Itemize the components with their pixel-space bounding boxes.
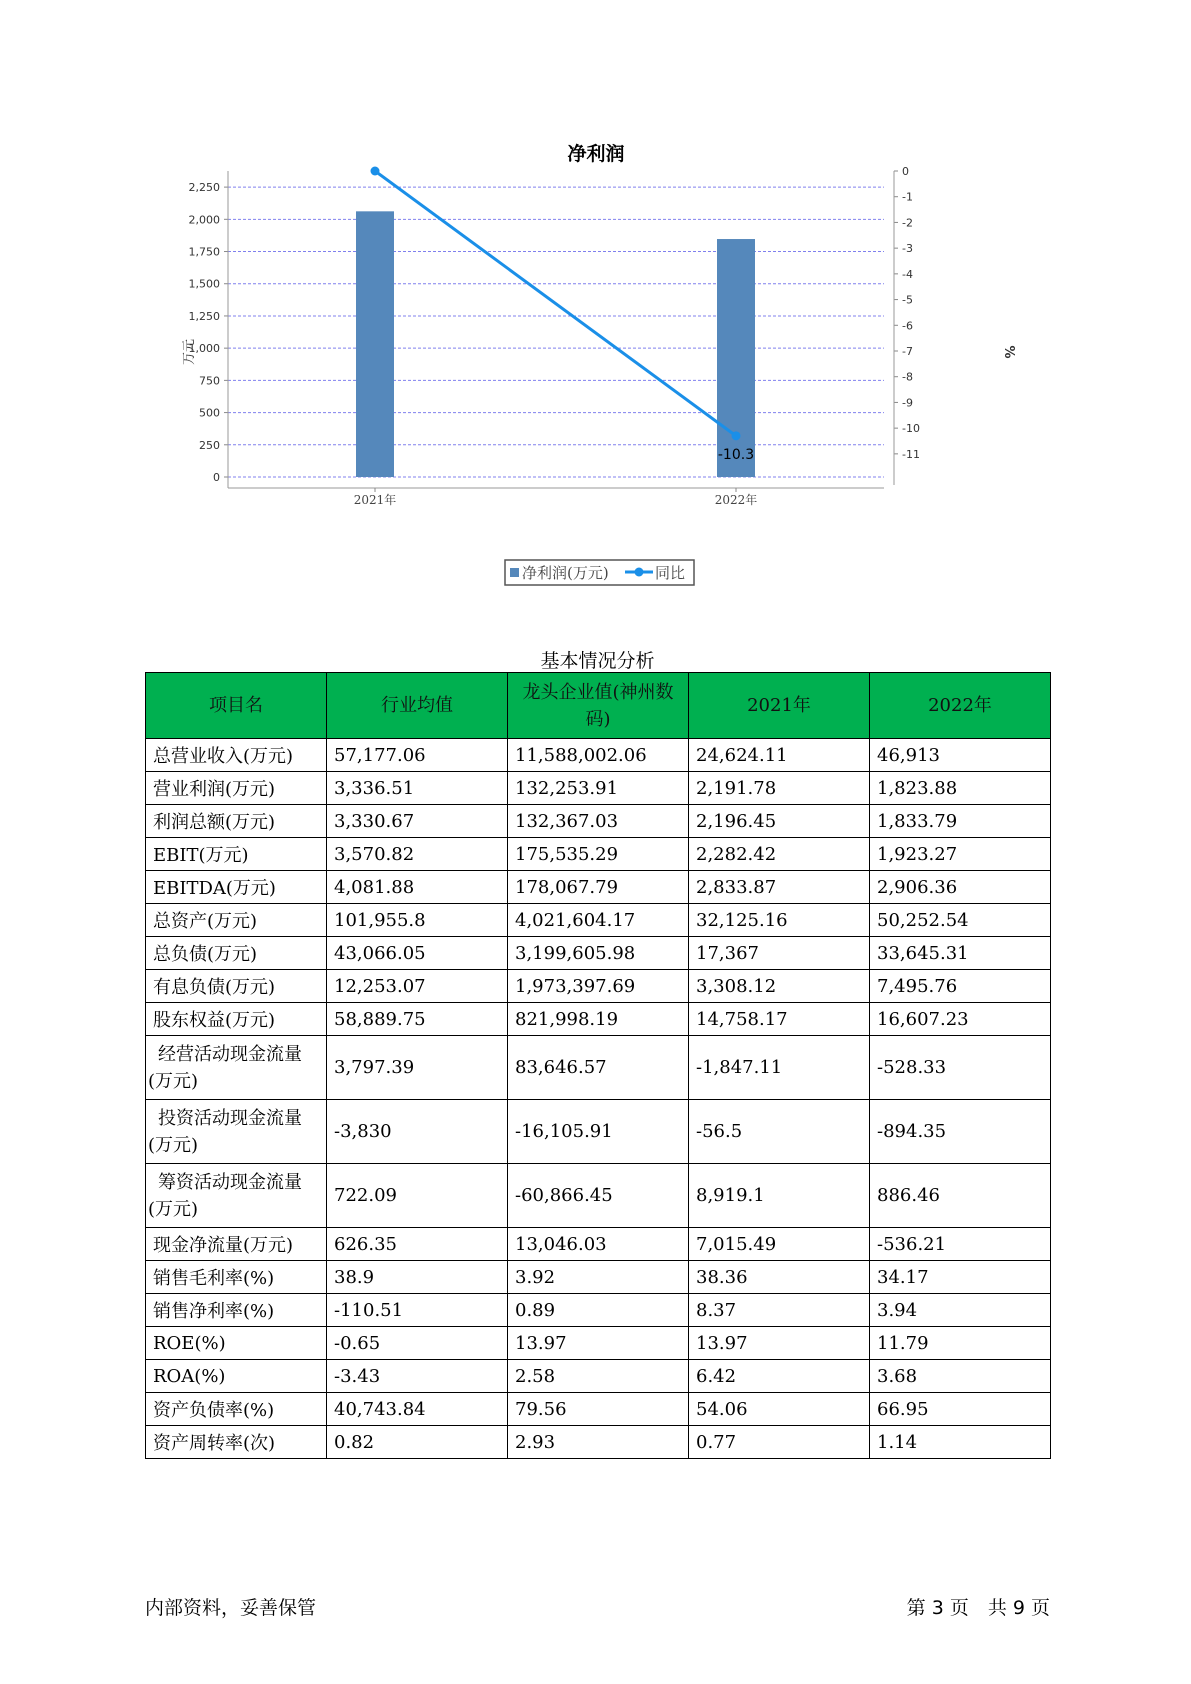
value-cell: -56.5: [689, 1100, 870, 1164]
row-label-cell: 资产周转率(次): [146, 1426, 327, 1459]
table-row: [146, 1294, 1051, 1327]
bar-2022年: [717, 239, 755, 477]
value-cell: 3.68: [870, 1360, 1051, 1393]
value-cell: 54.06: [689, 1393, 870, 1426]
value-cell: 3,570.82: [327, 838, 508, 871]
value-cell: 17,367: [689, 937, 870, 970]
value-cell: 0.82: [327, 1426, 508, 1459]
value-cell: 32,125.16: [689, 904, 870, 937]
row-label-cell: 销售毛利率(%): [146, 1261, 327, 1294]
value-cell: -528.33: [870, 1036, 1051, 1100]
analysis-table: [145, 672, 1051, 1459]
value-cell: -536.21: [870, 1228, 1051, 1261]
value-cell: 821,998.19: [508, 1003, 689, 1036]
value-cell: 8,919.1: [689, 1164, 870, 1228]
value-cell: -3.43: [327, 1360, 508, 1393]
column-header: 行业均值: [327, 673, 508, 739]
left-tick-label: 2,000: [188, 213, 220, 227]
value-cell: 83,646.57: [508, 1036, 689, 1100]
value-cell: -1,847.11: [689, 1036, 870, 1100]
table-row: [146, 805, 1051, 838]
row-label-cell: 总营业收入(万元): [146, 739, 327, 772]
value-cell: 178,067.79: [508, 871, 689, 904]
value-cell: 886.46: [870, 1164, 1051, 1228]
footer-page-number: 第 3 页 共 9 页: [906, 1597, 1050, 1619]
table-row: [146, 1327, 1051, 1360]
table-title: 基本情况分析: [540, 650, 655, 672]
right-tick-label: -3: [902, 242, 913, 256]
chart-title: 净利润: [567, 143, 625, 165]
value-cell: 2,906.36: [870, 871, 1051, 904]
right-tick-label: 0: [902, 165, 909, 178]
table-header-row: [146, 673, 1051, 739]
right-tick-label: -4: [902, 267, 913, 281]
value-cell: 1.14: [870, 1426, 1051, 1459]
value-cell: 14,758.17: [689, 1003, 870, 1036]
table-row: [146, 1261, 1051, 1294]
x-tick-label: 2021年: [353, 493, 397, 507]
table-row: [146, 1426, 1051, 1459]
value-cell: 3,797.39: [327, 1036, 508, 1100]
left-tick-label: 750: [199, 374, 220, 388]
row-label-cell: 销售净利率(%): [146, 1294, 327, 1327]
table-row: [146, 937, 1051, 970]
row-label-cell: 利润总额(万元): [146, 805, 327, 838]
row-label-cell: ROA(%): [146, 1360, 327, 1393]
value-cell: 3,199,605.98: [508, 937, 689, 970]
value-cell: 1,823.88: [870, 772, 1051, 805]
value-cell: 2,282.42: [689, 838, 870, 871]
value-cell: 40,743.84: [327, 1393, 508, 1426]
value-cell: 7,015.49: [689, 1228, 870, 1261]
value-cell: 4,021,604.17: [508, 904, 689, 937]
value-cell: 58,889.75: [327, 1003, 508, 1036]
table-row: [146, 1100, 1051, 1164]
x-tick-label: 2022年: [714, 493, 758, 507]
value-cell: 1,973,397.69: [508, 970, 689, 1003]
line-series: [371, 167, 755, 463]
value-cell: 13.97: [689, 1327, 870, 1360]
value-cell: 3,308.12: [689, 970, 870, 1003]
row-label-cell: 现金净流量(万元): [146, 1228, 327, 1261]
value-cell: 34.17: [870, 1261, 1051, 1294]
value-cell: 57,177.06: [327, 739, 508, 772]
value-cell: 12,253.07: [327, 970, 508, 1003]
value-cell: -894.35: [870, 1100, 1051, 1164]
value-cell: 46,913: [870, 739, 1051, 772]
value-cell: 11.79: [870, 1327, 1051, 1360]
legend-bar-swatch: [510, 568, 519, 577]
legend-line-marker: [635, 568, 644, 577]
value-cell: 0.89: [508, 1294, 689, 1327]
left-tick-label: 1,000: [188, 342, 220, 356]
row-label-cell: 总资产(万元): [146, 904, 327, 937]
left-tick-label: 1,750: [188, 245, 220, 259]
table-row: [146, 1036, 1051, 1100]
value-cell: 16,607.23: [870, 1003, 1051, 1036]
value-cell: 6.42: [689, 1360, 870, 1393]
value-cell: 2,196.45: [689, 805, 870, 838]
value-cell: 3.92: [508, 1261, 689, 1294]
value-cell: 11,588,002.06: [508, 739, 689, 772]
column-header: 项目名: [146, 673, 327, 739]
value-cell: 2,191.78: [689, 772, 870, 805]
right-tick-label: -2: [902, 216, 913, 230]
table-row: [146, 1393, 1051, 1426]
tick-labels: [189, 165, 920, 507]
value-cell: 66.95: [870, 1393, 1051, 1426]
table-row: [146, 838, 1051, 871]
row-label-cell: ROE(%): [146, 1327, 327, 1360]
column-header: 2021年: [689, 673, 870, 739]
left-tick-label: 500: [199, 406, 220, 420]
right-axis-label: %: [1001, 345, 1016, 359]
value-cell: 3.94: [870, 1294, 1051, 1327]
chart-legend: [505, 560, 694, 585]
value-cell: -16,105.91: [508, 1100, 689, 1164]
column-header: 龙头企业值(神州数码): [508, 673, 689, 739]
left-tick-label: 1,500: [188, 277, 220, 291]
yoy-data-label: -10.3: [717, 446, 755, 463]
value-cell: -0.65: [327, 1327, 508, 1360]
left-tick-label: 250: [199, 438, 220, 452]
value-cell: -110.51: [327, 1294, 508, 1327]
right-tick-label: -7: [902, 345, 913, 358]
value-cell: 2.93: [508, 1426, 689, 1459]
value-cell: 79.56: [508, 1393, 689, 1426]
net-profit-chart: [0, 0, 1191, 620]
right-tick-label: -5: [902, 293, 913, 307]
row-label-cell: 资产负债率(%): [146, 1393, 327, 1426]
table-row: [146, 1228, 1051, 1261]
left-tick-label: 0: [213, 471, 220, 484]
value-cell: -60,866.45: [508, 1164, 689, 1228]
value-cell: 50,252.54: [870, 904, 1051, 937]
value-cell: 7,495.76: [870, 970, 1051, 1003]
table-row: [146, 1003, 1051, 1036]
row-label-cell: 营业利润(万元): [146, 772, 327, 805]
table-row: [146, 772, 1051, 805]
right-tick-label: -1: [902, 190, 913, 204]
value-cell: 13,046.03: [508, 1228, 689, 1261]
right-tick-label: -9: [902, 396, 913, 410]
yoy-point-2022年: [732, 431, 741, 440]
row-label-cell: EBIT(万元): [146, 838, 327, 871]
value-cell: 38.9: [327, 1261, 508, 1294]
table-row: [146, 739, 1051, 772]
table-row: [146, 970, 1051, 1003]
value-cell: 38.36: [689, 1261, 870, 1294]
value-cell: 1,923.27: [870, 838, 1051, 871]
value-cell: 0.77: [689, 1426, 870, 1459]
footer-confidential-note: 内部资料，妥善保管: [145, 1597, 317, 1619]
legend-line-label: 同比: [655, 564, 686, 582]
value-cell: 33,645.31: [870, 937, 1051, 970]
right-tick-label: -10: [902, 422, 920, 436]
row-label-cell: 投资活动现金流量(万元): [146, 1100, 327, 1164]
value-cell: 132,367.03: [508, 805, 689, 838]
legend-bar-label: 净利润(万元): [522, 564, 609, 582]
left-tick-label: 2,250: [188, 181, 220, 195]
yoy-point-2021年: [371, 167, 380, 176]
value-cell: 3,336.51: [327, 772, 508, 805]
value-cell: 101,955.8: [327, 904, 508, 937]
value-cell: 722.09: [327, 1164, 508, 1228]
left-tick-label: 1,250: [188, 309, 220, 323]
value-cell: 626.35: [327, 1228, 508, 1261]
table-row: [146, 871, 1051, 904]
value-cell: -3,830: [327, 1100, 508, 1164]
value-cell: 24,624.11: [689, 739, 870, 772]
table-row: [146, 904, 1051, 937]
table-row: [146, 1164, 1051, 1228]
value-cell: 2,833.87: [689, 871, 870, 904]
row-label-cell: 经营活动现金流量(万元): [146, 1036, 327, 1100]
value-cell: 8.37: [689, 1294, 870, 1327]
right-tick-label: -8: [902, 370, 913, 384]
value-cell: 132,253.91: [508, 772, 689, 805]
row-label-cell: 股东权益(万元): [146, 1003, 327, 1036]
value-cell: 2.58: [508, 1360, 689, 1393]
value-cell: 3,330.67: [327, 805, 508, 838]
value-cell: 13.97: [508, 1327, 689, 1360]
value-cell: 4,081.88: [327, 871, 508, 904]
yoy-line: [375, 171, 736, 436]
bar-2021年: [356, 211, 394, 477]
grid-lines: [228, 187, 884, 477]
value-cell: 1,833.79: [870, 805, 1051, 838]
table-row: [146, 1360, 1051, 1393]
row-label-cell: 总负债(万元): [146, 937, 327, 970]
row-label-cell: 有息负债(万元): [146, 970, 327, 1003]
row-label-cell: EBITDA(万元): [146, 871, 327, 904]
right-tick-label: -11: [902, 447, 920, 461]
column-header: 2022年: [870, 673, 1051, 739]
right-tick-label: -6: [902, 319, 913, 333]
value-cell: 175,535.29: [508, 838, 689, 871]
left-axis-label: 万元: [182, 338, 197, 366]
row-label-cell: 筹资活动现金流量(万元): [146, 1164, 327, 1228]
value-cell: 43,066.05: [327, 937, 508, 970]
